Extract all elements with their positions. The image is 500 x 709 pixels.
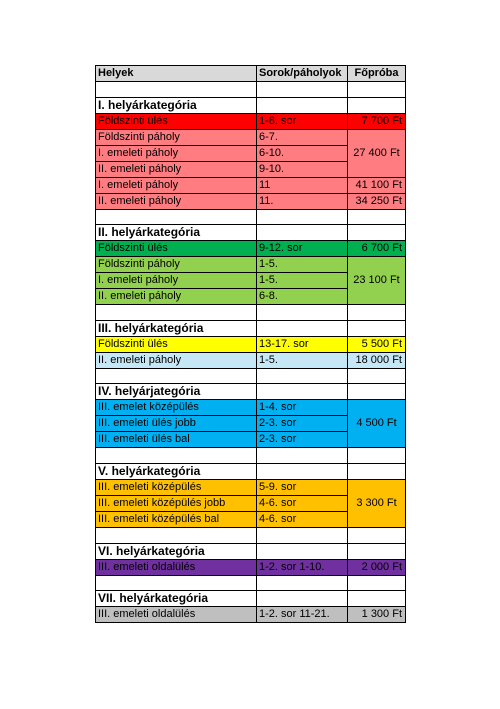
place-cell: III. emeleti oldalülés (96, 559, 257, 575)
place-cell: III. emelet középülés (96, 400, 257, 416)
rows-cell: 9-10. (257, 161, 348, 177)
category-row (96, 384, 406, 400)
empty-cell (257, 384, 348, 400)
place-cell: Földszinti páholy (96, 129, 257, 145)
empty-cell (96, 575, 257, 591)
price-cell: 4 500 Ft (348, 400, 406, 448)
place-cell: Földszinti páholy (96, 257, 257, 273)
price-cell: 7 700 Ft (348, 113, 406, 129)
empty-cell (257, 82, 348, 98)
place-cell: II. emeleti páholy (96, 193, 257, 209)
place-cell: III. emeleti középülés bal (96, 511, 257, 527)
rows-cell: 2-3. sor (257, 416, 348, 432)
price-cell: 6 700 Ft (348, 241, 406, 257)
category-label: IV. helyárjategória (96, 384, 257, 400)
table-row (96, 257, 406, 273)
place-cell: Földszinti ülés (96, 113, 257, 129)
price-cell: 1 300 Ft (348, 607, 406, 623)
empty-cell (348, 82, 406, 98)
spacer-row (96, 368, 406, 384)
empty-cell (257, 463, 348, 479)
empty-cell (257, 591, 348, 607)
spacer-row (96, 527, 406, 543)
place-cell: III. emeleti ülés jobb (96, 416, 257, 432)
rows-cell: 2-3. sor (257, 432, 348, 448)
table-row (96, 400, 406, 416)
place-cell: III. emeleti középülés (96, 479, 257, 495)
price-cell: 23 100 Ft (348, 257, 406, 305)
place-cell: I. emeleti páholy (96, 145, 257, 161)
category-row (96, 97, 406, 113)
rows-cell: 6-10. (257, 145, 348, 161)
header-sorok: Sorok/páholyok (257, 66, 348, 82)
table-row (96, 607, 406, 623)
spacer-row (96, 82, 406, 98)
price-cell: 27 400 Ft (348, 129, 406, 177)
rows-cell: 1-5. (257, 273, 348, 289)
empty-cell (257, 225, 348, 241)
table-row (96, 241, 406, 257)
price-cell: 3 300 Ft (348, 479, 406, 527)
empty-cell (257, 527, 348, 543)
place-cell: II. emeleti páholy (96, 352, 257, 368)
price-cell: 18 000 Ft (348, 352, 406, 368)
empty-cell (96, 448, 257, 464)
rows-cell: 1-4. sor (257, 400, 348, 416)
rows-cell: 4-6. sor (257, 495, 348, 511)
price-cell: 2 000 Ft (348, 559, 406, 575)
rows-cell: 1-2. sor 11-21. (257, 607, 348, 623)
empty-cell (257, 305, 348, 321)
empty-cell (257, 575, 348, 591)
empty-cell (257, 448, 348, 464)
spacer-row (96, 305, 406, 321)
empty-cell (348, 591, 406, 607)
empty-cell (348, 209, 406, 225)
category-label: II. helyárkategória (96, 225, 257, 241)
rows-cell: 11 (257, 177, 348, 193)
empty-cell (348, 384, 406, 400)
category-label: VII. helyárkategória (96, 591, 257, 607)
empty-cell (348, 320, 406, 336)
rows-cell: 4-6. sor (257, 511, 348, 527)
price-table (95, 65, 406, 623)
table-row (96, 113, 406, 129)
empty-cell (348, 368, 406, 384)
empty-cell (348, 97, 406, 113)
empty-cell (348, 575, 406, 591)
empty-cell (96, 82, 257, 98)
spacer-row (96, 209, 406, 225)
table-row (96, 479, 406, 495)
table-row (96, 559, 406, 575)
price-cell: 34 250 Ft (348, 193, 406, 209)
empty-cell (348, 463, 406, 479)
place-cell: I. emeleti páholy (96, 177, 257, 193)
rows-cell: 6-7. (257, 129, 348, 145)
category-row (96, 543, 406, 559)
category-label: VI. helyárkategória (96, 543, 257, 559)
category-row (96, 320, 406, 336)
place-cell: Földszinti ülés (96, 336, 257, 352)
empty-cell (257, 209, 348, 225)
category-label: III. helyárkategória (96, 320, 257, 336)
table-row (96, 336, 406, 352)
place-cell: III. emeleti ülés bal (96, 432, 257, 448)
place-cell: II. emeleti páholy (96, 289, 257, 305)
empty-cell (348, 448, 406, 464)
place-cell: II. emeleti páholy (96, 161, 257, 177)
place-cell: III. emeleti oldalülés (96, 607, 257, 623)
spacer-row (96, 448, 406, 464)
category-label: V. helyárkategória (96, 463, 257, 479)
rows-cell: 1-5. (257, 352, 348, 368)
empty-cell (257, 543, 348, 559)
empty-cell (96, 527, 257, 543)
rows-cell: 1-2. sor 1-10. (257, 559, 348, 575)
price-cell: 5 500 Ft (348, 336, 406, 352)
rows-cell: 13-17. sor (257, 336, 348, 352)
empty-cell (96, 209, 257, 225)
empty-cell (348, 543, 406, 559)
table-row (96, 177, 406, 193)
empty-cell (96, 305, 257, 321)
spacer-row (96, 575, 406, 591)
empty-cell (257, 97, 348, 113)
price-table-body (96, 66, 406, 623)
header-helyek: Helyek (96, 66, 257, 82)
empty-cell (348, 527, 406, 543)
table-row (96, 352, 406, 368)
header-fopróba: Főpróba (348, 66, 406, 82)
place-cell: Földszinti ülés (96, 241, 257, 257)
price-cell: 41 100 Ft (348, 177, 406, 193)
rows-cell: 1-8. sor (257, 113, 348, 129)
category-row (96, 225, 406, 241)
empty-cell (348, 305, 406, 321)
rows-cell: 5-9. sor (257, 479, 348, 495)
empty-cell (348, 225, 406, 241)
place-cell: III. emeleti középülés jobb (96, 495, 257, 511)
table-row (96, 193, 406, 209)
rows-cell: 1-5. (257, 257, 348, 273)
category-label: I. helyárkategória (96, 97, 257, 113)
empty-cell (96, 368, 257, 384)
category-row (96, 463, 406, 479)
table-row (96, 129, 406, 145)
rows-cell: 6-8. (257, 289, 348, 305)
category-row (96, 591, 406, 607)
header-row (96, 66, 406, 82)
empty-cell (257, 320, 348, 336)
rows-cell: 11. (257, 193, 348, 209)
place-cell: I. emeleti páholy (96, 273, 257, 289)
empty-cell (257, 368, 348, 384)
rows-cell: 9-12. sor (257, 241, 348, 257)
